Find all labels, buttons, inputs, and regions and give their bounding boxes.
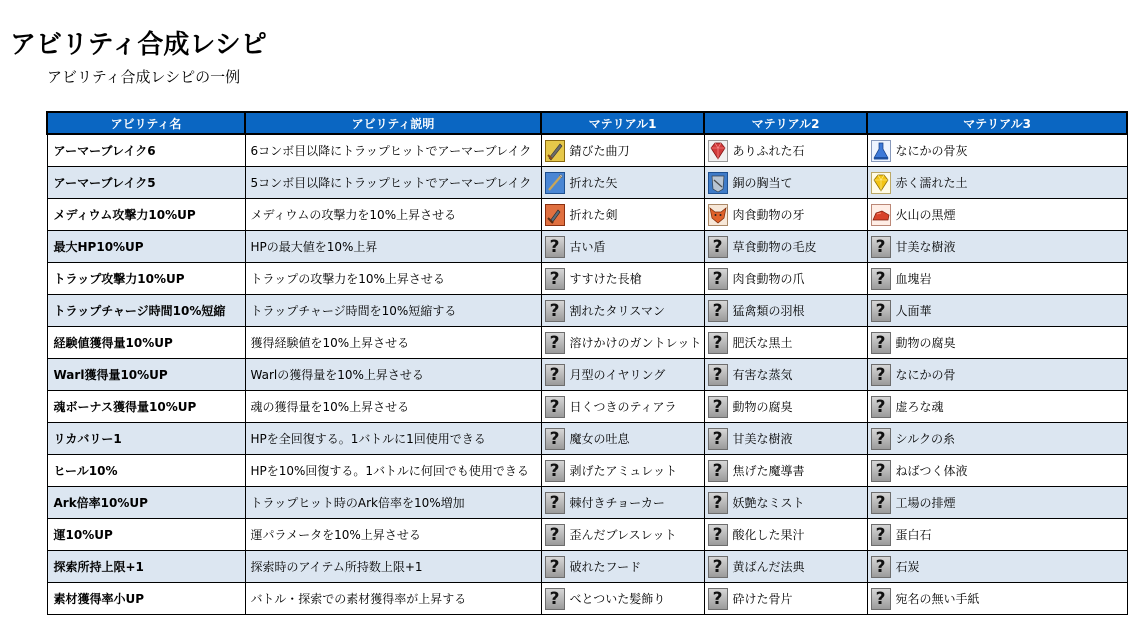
ability-description-cell: 探索時のアイテム所持数上限+1 (245, 551, 541, 583)
question-icon: ? (871, 364, 891, 386)
question-icon: ? (545, 492, 565, 514)
red-rock-icon (871, 204, 891, 226)
material-label: 砕けた骨片 (732, 592, 793, 606)
ability-name-cell: 運10%UP (47, 519, 245, 551)
material-label: 古い盾 (569, 240, 606, 254)
material-3-cell (867, 134, 1127, 167)
material-3-cell (867, 391, 1127, 423)
material-label: 赤く濡れた土 (895, 176, 968, 190)
question-icon: ? (708, 588, 728, 610)
material-label: 猛禽類の羽根 (732, 304, 805, 318)
material-1-cell (541, 199, 704, 231)
material-3-cell (867, 583, 1127, 615)
material-2-cell (704, 295, 867, 327)
material-1-cell (541, 551, 704, 583)
material-label: 甘美な樹液 (732, 432, 793, 446)
material-2-cell (704, 487, 867, 519)
table-row (47, 551, 1127, 583)
table-row (47, 199, 1127, 231)
material-1-cell (541, 167, 704, 199)
question-icon: ? (871, 556, 891, 578)
material-2-cell (704, 327, 867, 359)
ability-name-cell: リカバリー1 (47, 423, 245, 455)
table-row (47, 487, 1127, 519)
material-label: 歪んだブレスレット (569, 528, 677, 542)
material-1-cell (541, 487, 704, 519)
material-2-cell (704, 519, 867, 551)
question-icon: ? (708, 332, 728, 354)
table-row (47, 327, 1127, 359)
material-label: 肉食動物の爪 (732, 272, 805, 286)
ability-description-cell: メディウムの攻撃力を10%上昇させる (245, 199, 541, 231)
material-3-cell (867, 295, 1127, 327)
table-row (47, 455, 1127, 487)
table-row (47, 423, 1127, 455)
question-icon: ? (871, 428, 891, 450)
ability-name-cell: Warl獲得量10%UP (47, 359, 245, 391)
material-3-cell (867, 519, 1127, 551)
material-label: 血塊岩 (895, 272, 932, 286)
question-icon: ? (545, 300, 565, 322)
material-1-cell (541, 295, 704, 327)
material-3-cell (867, 263, 1127, 295)
material-2-cell (704, 167, 867, 199)
question-icon: ? (545, 428, 565, 450)
material-label: シルクの糸 (895, 432, 955, 446)
material-label: 棘付きチョーカー (569, 496, 665, 510)
ability-description-cell: Warlの獲得量を10%上昇させる (245, 359, 541, 391)
broken-sword-icon (545, 204, 565, 226)
column-header-material-3: マテリアル3 (867, 112, 1127, 134)
broken-arrow-icon (545, 172, 565, 194)
red-gem-icon (708, 140, 728, 162)
table-row (47, 134, 1127, 167)
material-label: 折れた剣 (569, 208, 618, 222)
ability-description-cell: 6コンボ目以降にトラップヒットでアーマーブレイク (245, 134, 541, 167)
material-label: 宛名の無い手紙 (895, 592, 980, 606)
question-icon: ? (871, 332, 891, 354)
material-2-cell (704, 263, 867, 295)
question-icon: ? (871, 396, 891, 418)
material-label: 火山の黒煙 (895, 208, 956, 222)
question-icon: ? (708, 556, 728, 578)
table-row (47, 231, 1127, 263)
material-label: ありふれた石 (732, 144, 805, 158)
ability-description-cell: 獲得経験値を10%上昇させる (245, 327, 541, 359)
question-icon: ? (545, 524, 565, 546)
material-label: 錆びた曲刀 (569, 144, 630, 158)
material-3-cell (867, 423, 1127, 455)
question-icon: ? (871, 588, 891, 610)
material-label: 蛋白石 (895, 528, 932, 542)
material-label: 工場の排煙 (895, 496, 956, 510)
ability-description-cell: HPの最大値を10%上昇 (245, 231, 541, 263)
ability-name-cell: アーマーブレイク6 (47, 134, 245, 167)
question-icon: ? (545, 556, 565, 578)
material-1-cell (541, 359, 704, 391)
ability-name-cell: トラップチャージ時間10%短縮 (47, 295, 245, 327)
material-2-cell (704, 551, 867, 583)
material-1-cell (541, 263, 704, 295)
table-row (47, 519, 1127, 551)
question-icon: ? (708, 268, 728, 290)
material-label: 動物の腐臭 (895, 336, 956, 350)
question-icon: ? (708, 396, 728, 418)
question-icon: ? (545, 364, 565, 386)
question-icon: ? (545, 460, 565, 482)
material-3-cell (867, 231, 1127, 263)
material-2-cell (704, 359, 867, 391)
material-label: 黄ばんだ法典 (732, 560, 805, 574)
ability-name-cell: 魂ボーナス獲得量10%UP (47, 391, 245, 423)
question-icon: ? (545, 268, 565, 290)
recipe-table-container (46, 111, 1031, 629)
question-icon: ? (545, 332, 565, 354)
material-1-cell (541, 391, 704, 423)
question-icon: ? (708, 428, 728, 450)
material-label: 有害な蒸気 (732, 368, 793, 382)
material-label: 人面華 (895, 304, 932, 318)
table-row (47, 359, 1127, 391)
column-header-material-2: マテリアル2 (704, 112, 867, 134)
material-label: べとついた髪飾り (569, 592, 666, 606)
ability-description-cell: 5コンボ目以降にトラップヒットでアーマーブレイク (245, 167, 541, 199)
ability-description-cell: HPを全回復する。1バトルに1回使用できる (245, 423, 541, 455)
material-1-cell (541, 231, 704, 263)
table-row (47, 167, 1127, 199)
material-2-cell (704, 231, 867, 263)
material-label: 焦げた魔導書 (732, 464, 805, 478)
ability-description-cell: 運パラメータを10%上昇させる (245, 519, 541, 551)
question-icon: ? (708, 300, 728, 322)
material-label: 破れたフード (569, 560, 642, 574)
material-2-cell (704, 583, 867, 615)
question-icon: ? (871, 236, 891, 258)
table-row (47, 391, 1127, 423)
question-icon: ? (708, 524, 728, 546)
material-label: 妖艶なミスト (732, 496, 805, 510)
yellow-gem-icon (871, 172, 891, 194)
ability-name-cell: 経験値獲得量10%UP (47, 327, 245, 359)
table-row (47, 263, 1127, 295)
material-label: 肥沃な黒土 (732, 336, 793, 350)
material-2-cell (704, 199, 867, 231)
material-1-cell (541, 583, 704, 615)
material-1-cell (541, 134, 704, 167)
ability-description-cell: バトル・探索での素材獲得率が上昇する (245, 583, 541, 615)
material-label: 銅の胸当て (732, 176, 793, 190)
ability-description-cell: トラップの攻撃力を10%上昇させる (245, 263, 541, 295)
table-body (47, 134, 1127, 615)
material-3-cell (867, 327, 1127, 359)
ability-name-cell: 素材獲得率小UP (47, 583, 245, 615)
material-3-cell (867, 455, 1127, 487)
fox-fang-icon (708, 204, 728, 226)
question-icon: ? (871, 524, 891, 546)
material-3-cell (867, 199, 1127, 231)
question-icon: ? (871, 300, 891, 322)
page-title: アビリティ合成レシピ (10, 30, 267, 60)
material-label: 折れた矢 (569, 176, 618, 190)
material-1-cell (541, 327, 704, 359)
question-icon: ? (545, 588, 565, 610)
question-icon: ? (871, 460, 891, 482)
column-header-ability-description: アビリティ説明 (245, 112, 541, 134)
ability-description-cell: HPを10%回復する。1バトルに何回でも使用できる (245, 455, 541, 487)
material-label: 日くつきのティアラ (569, 400, 677, 414)
question-icon: ? (708, 460, 728, 482)
material-3-cell (867, 551, 1127, 583)
ability-description-cell: トラップヒット時のArk倍率を10%増加 (245, 487, 541, 519)
material-label: 虚ろな魂 (895, 400, 944, 414)
material-label: 溶けかけのガントレット (569, 336, 702, 350)
material-label: ねばつく体液 (895, 464, 968, 478)
question-icon: ? (708, 236, 728, 258)
material-3-cell (867, 167, 1127, 199)
material-1-cell (541, 519, 704, 551)
material-label: 割れたタリスマン (569, 304, 666, 318)
table-header-row (47, 112, 1127, 134)
material-label: 魔女の吐息 (569, 432, 630, 446)
material-2-cell (704, 455, 867, 487)
material-label: すすけた長槍 (569, 272, 642, 286)
question-icon: ? (871, 492, 891, 514)
breastplate-icon (708, 172, 728, 194)
material-1-cell (541, 423, 704, 455)
material-label: なにかの骨灰 (895, 144, 968, 158)
question-icon: ? (708, 364, 728, 386)
ability-name-cell: 最大HP10%UP (47, 231, 245, 263)
material-label: 剥げたアミュレット (569, 464, 678, 478)
material-2-cell (704, 423, 867, 455)
ability-name-cell: 探索所持上限+1 (47, 551, 245, 583)
table-row (47, 295, 1127, 327)
question-icon: ? (871, 268, 891, 290)
ability-name-cell: Ark倍率10%UP (47, 487, 245, 519)
question-icon: ? (545, 236, 565, 258)
material-label: 酸化した果汁 (732, 528, 805, 542)
material-1-cell (541, 455, 704, 487)
material-label: 月型のイヤリング (569, 368, 666, 382)
material-label: 甘美な樹液 (895, 240, 956, 254)
material-2-cell (704, 391, 867, 423)
ability-description-cell: 魂の獲得量を10%上昇させる (245, 391, 541, 423)
question-icon: ? (708, 492, 728, 514)
ability-description-cell: トラップチャージ時間を10%短縮する (245, 295, 541, 327)
material-label: 草食動物の毛皮 (732, 240, 817, 254)
page-subtitle: アビリティ合成レシピの一例 (47, 68, 241, 86)
table-row (47, 583, 1127, 615)
material-3-cell (867, 487, 1127, 519)
material-label: なにかの骨 (895, 368, 956, 382)
material-label: 石炭 (895, 560, 920, 574)
ability-name-cell: トラップ攻撃力10%UP (47, 263, 245, 295)
rusty-sword-icon (545, 140, 565, 162)
material-2-cell (704, 134, 867, 167)
question-icon: ? (545, 396, 565, 418)
blue-flask-icon (871, 140, 891, 162)
column-header-material-1: マテリアル1 (541, 112, 704, 134)
ability-name-cell: ヒール10% (47, 455, 245, 487)
material-label: 肉食動物の牙 (732, 208, 805, 222)
column-header-ability-name: アビリティ名 (47, 112, 245, 134)
material-label: 動物の腐臭 (732, 400, 793, 414)
ability-name-cell: メディウム攻撃力10%UP (47, 199, 245, 231)
ability-name-cell: アーマーブレイク5 (47, 167, 245, 199)
recipe-table (46, 111, 1128, 615)
material-3-cell (867, 359, 1127, 391)
